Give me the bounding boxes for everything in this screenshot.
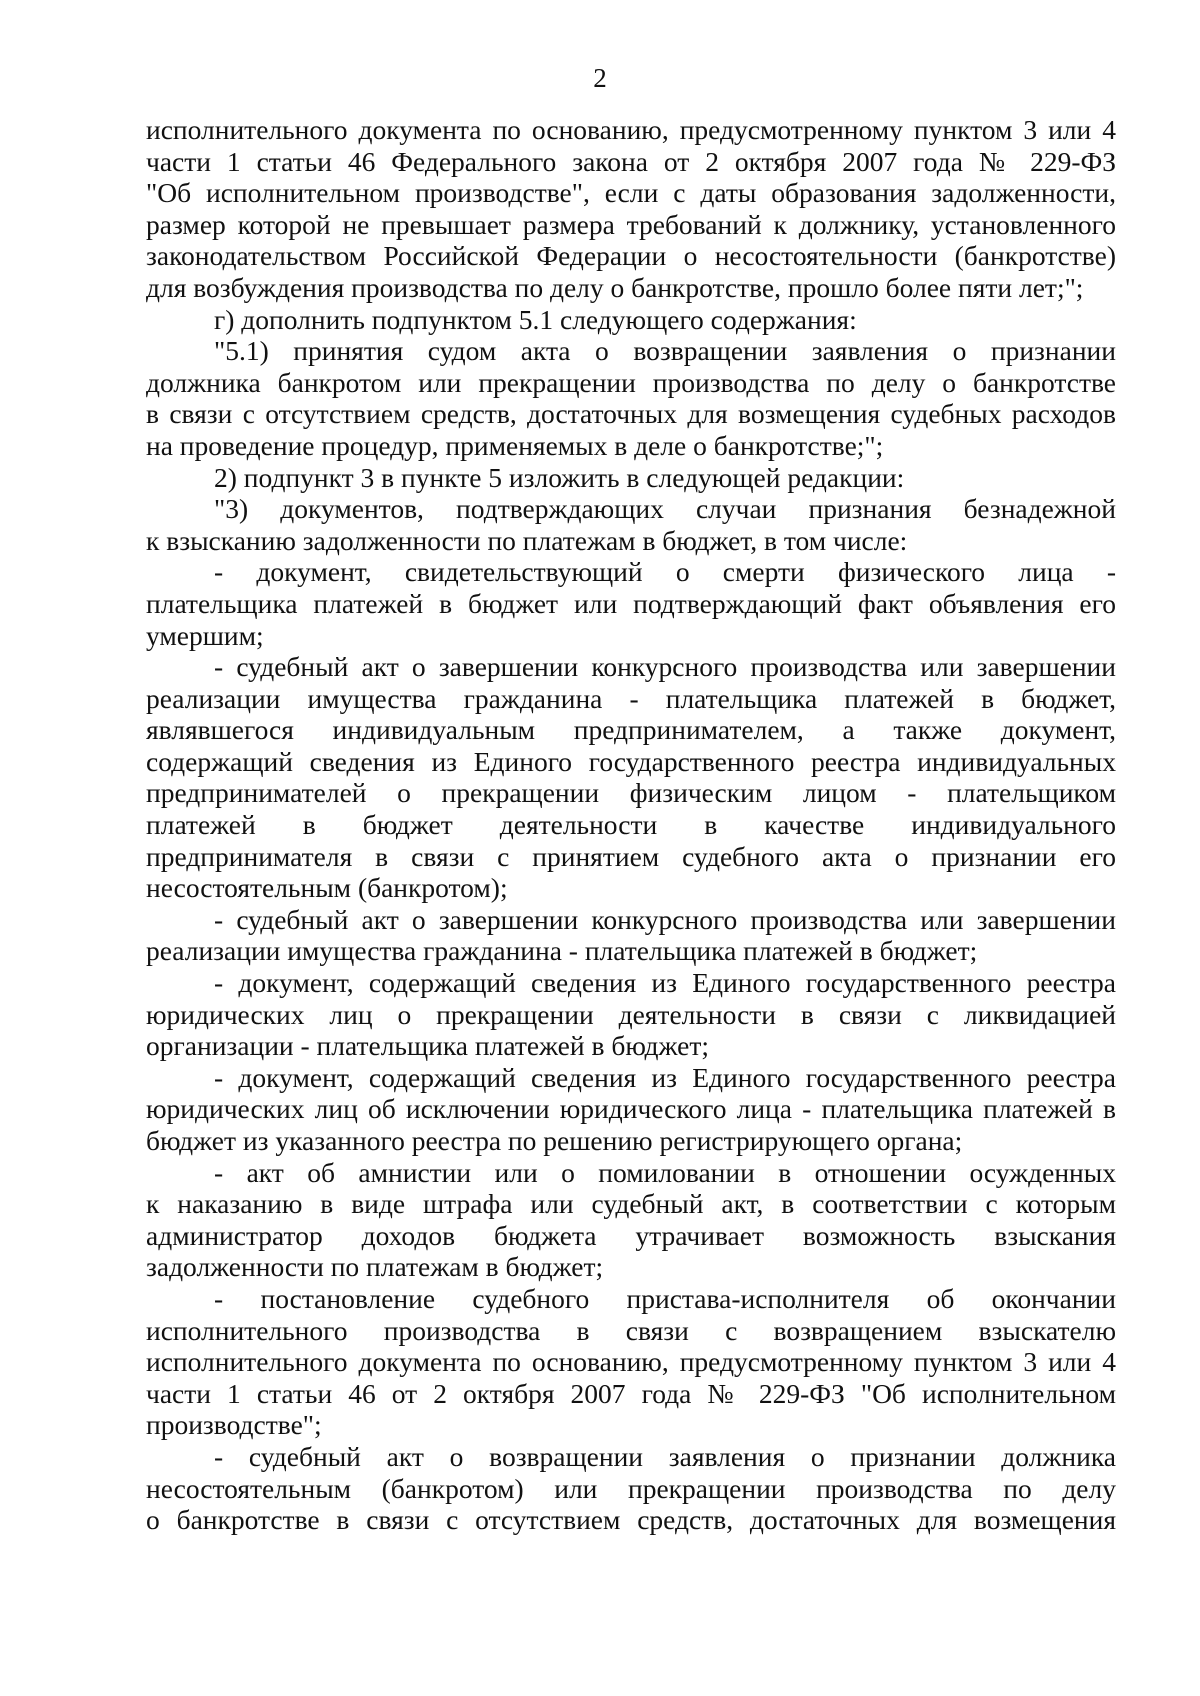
text-line: к наказанию в виде штрафа или судебный акт, в соответствии с которым <box>146 1188 1116 1220</box>
text-line: 2) подпункт 3 в пункте 5 изложить в следующей редакции: <box>214 461 905 493</box>
text-line: реализации имущества гражданина - плательщика платежей в бюджет, <box>146 682 1116 714</box>
text-line: "5.1) принятия судом акта о возвращении заявления о признании <box>214 335 1116 367</box>
page-number: 2 <box>593 63 607 93</box>
text-line: предпринимателя в связи с принятием судебного акта о признании его <box>146 840 1116 872</box>
text-line: части 1 статьи 46 от 2 октября 2007 года № 229-ФЗ "Об исполнительном <box>146 1377 1116 1409</box>
text-line: к взысканию задолженности по платежам в бюджет, в том числе: <box>146 524 908 556</box>
text-line: - постановление судебного пристава-исполнителя об окончании <box>214 1282 1116 1314</box>
text-line: исполнительного документа по основанию, предусмотренному пунктом 3 или 4 <box>146 114 1116 145</box>
text-line: содержащий сведения из Единого государственного реестра индивидуальных <box>146 745 1116 777</box>
text-line: реализации имущества гражданина - плательщика платежей в бюджет; <box>146 935 978 967</box>
text-line: организации - плательщика платежей в бюджет; <box>146 1030 709 1062</box>
text-line: - документ, содержащий сведения из Единого государственного реестра <box>214 1061 1116 1093</box>
text-line: "Об исполнительном производстве", если с даты образования задолженности, <box>146 177 1116 209</box>
text-line: "3) документов, подтверждающих случаи признания безнадежной <box>214 493 1116 525</box>
text-line: задолженности по платежам в бюджет; <box>146 1251 604 1283</box>
text-line: части 1 статьи 46 Федерального закона от 2 октября 2007 года № 229-ФЗ <box>146 145 1116 177</box>
text-line: бюджет из указанного реестра по решению регистрирующего органа; <box>146 1125 963 1156</box>
text-line: плательщика платежей в бюджет или подтверждающий факт объявления его <box>146 587 1116 619</box>
text-line: - судебный акт о завершении конкурсного производства или завершении <box>214 651 1116 683</box>
text-line: должника банкротом или прекращении производства по делу о банкротстве <box>146 366 1116 398</box>
document-body <box>146 114 1116 1536</box>
text-line: юридических лиц о прекращении деятельности в связи с ликвидацией <box>146 998 1116 1030</box>
text-line: предпринимателей о прекращении физическим лицом - плательщиком <box>146 777 1116 809</box>
text-line: платежей в бюджет деятельности в качестве индивидуального <box>146 809 1116 841</box>
text-line: исполнительного документа по основанию, предусмотренному пунктом 3 или 4 <box>146 1346 1116 1378</box>
text-line: на проведение процедур, применяемых в деле о банкротстве;"; <box>146 429 884 461</box>
text-line: г) дополнить подпунктом 5.1 следующего содержания: <box>214 303 857 335</box>
text-line: - документ, свидетельствующий о смерти физического лица - <box>214 556 1116 588</box>
text-line: исполнительного производства в связи с возвращением взыскателю <box>146 1314 1116 1346</box>
text-line: о банкротстве в связи с отсутствием средств, достаточных для возмещения <box>146 1504 1116 1536</box>
text-line: законодательством Российской Федерации о несостоятельности (банкротстве) <box>146 240 1116 272</box>
text-line: в связи с отсутствием средств, достаточных для возмещения судебных расходов <box>146 398 1116 430</box>
text-line: производстве"; <box>146 1409 322 1441</box>
text-line: администратор доходов бюджета утрачивает возможность взыскания <box>146 1219 1116 1251</box>
text-line: умершим; <box>146 619 264 651</box>
text-line: - документ, содержащий сведения из Единого государственного реестра <box>214 967 1116 999</box>
text-line: размер которой не превышает размера требований к должнику, установленного <box>146 208 1116 240</box>
text-line: - судебный акт о завершении конкурсного производства или завершении <box>214 903 1116 935</box>
text-line: - судебный акт о возвращении заявления о признании должника <box>214 1440 1116 1472</box>
text-line: несостоятельным (банкротом) или прекращении производства по делу <box>146 1472 1116 1504</box>
text-line: для возбуждения производства по делу о банкротстве, прошло более пяти лет;"; <box>146 271 1084 303</box>
text-line: юридических лиц об исключении юридического лица - плательщика платежей в <box>146 1093 1116 1125</box>
text-line: несостоятельным (банкротом); <box>146 872 508 904</box>
text-line: являвшегося индивидуальным предпринимателем, а также документ, <box>146 714 1116 746</box>
text-line: - акт об амнистии или о помиловании в отношении осужденных <box>214 1156 1116 1188</box>
